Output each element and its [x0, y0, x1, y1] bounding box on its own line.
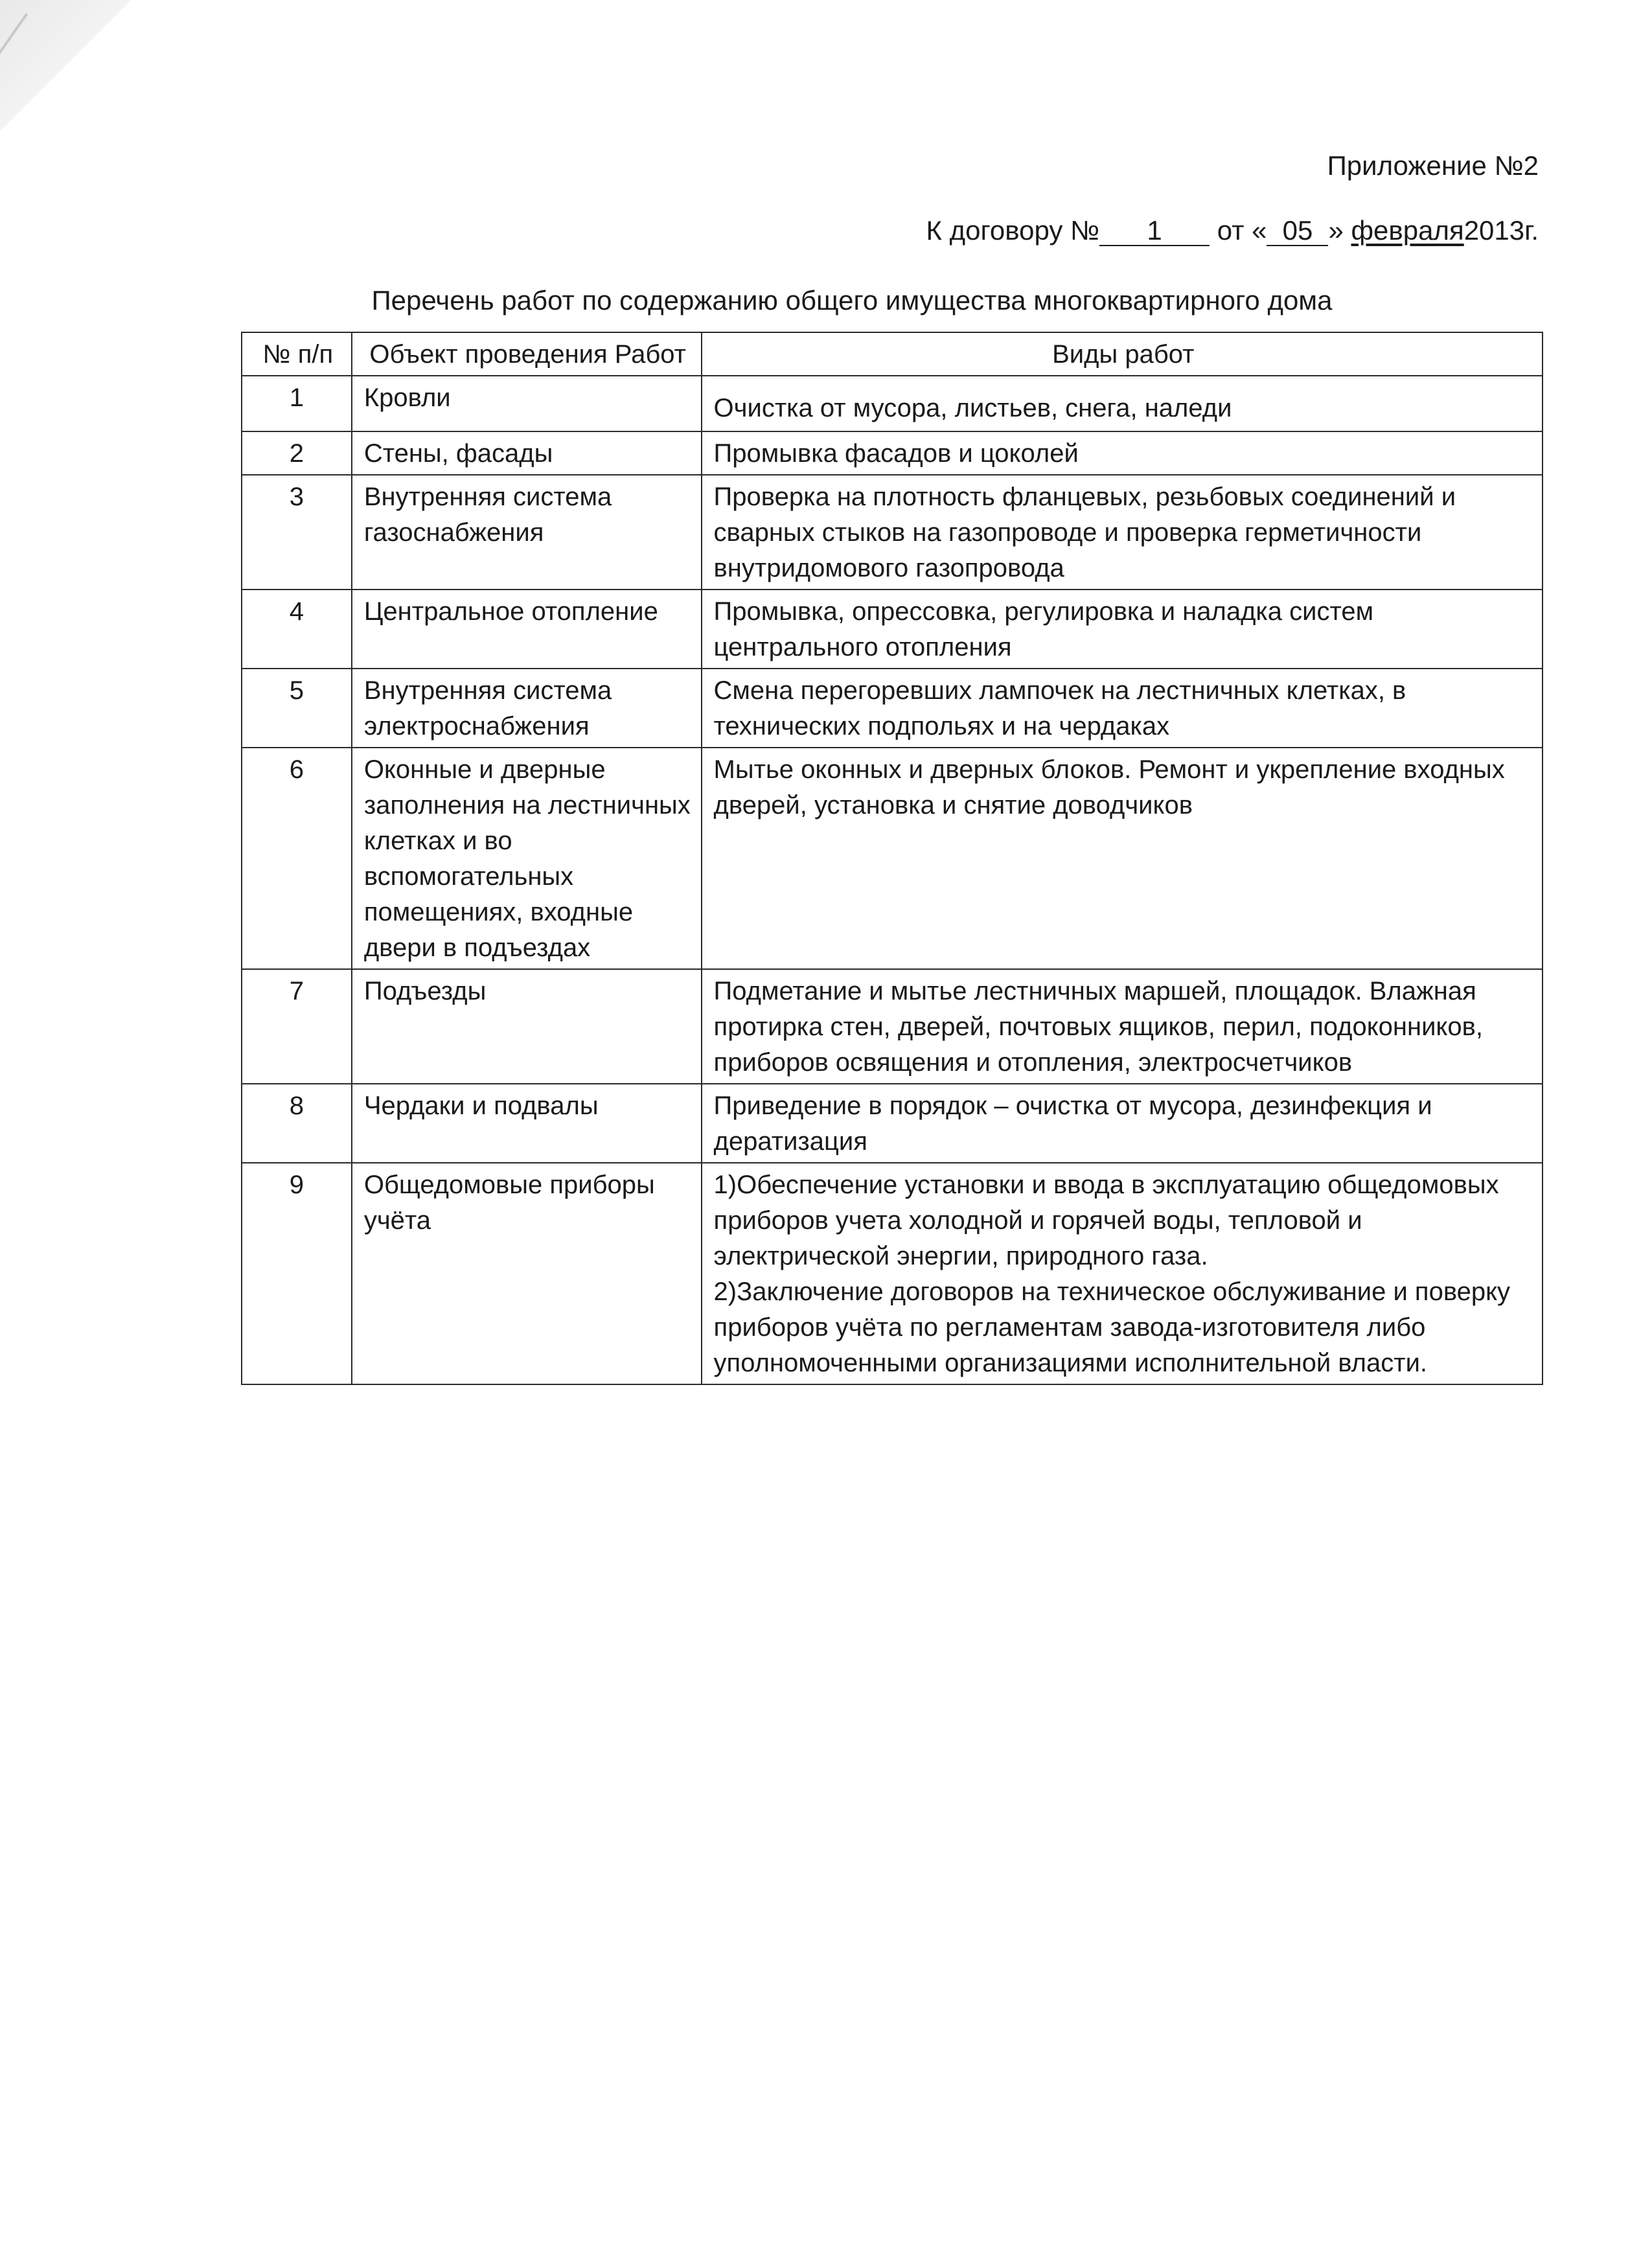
row-works: Очистка от мусора, листьев, снега, наледи [702, 376, 1543, 431]
row-object: Чердаки и подвалы [352, 1084, 702, 1163]
row-works: Приведение в порядок – очистка от мусора, дезинфекция и дератизация [702, 1084, 1543, 1163]
row-object: Общедомовые приборы учёта [352, 1163, 702, 1384]
table-row [242, 376, 1543, 431]
row-number: 7 [242, 969, 352, 1084]
row-object: Внутренняя система электроснабжения [352, 669, 702, 748]
row-object: Кровли [352, 376, 702, 431]
row-works: Подметание и мытье лестничных маршей, площадок. Влажная протирка стен, дверей, почтовых ящиков, перил, подоконников, приборов освящения и отопления, электросчетчиков [702, 969, 1543, 1084]
table-row [242, 1084, 1543, 1163]
table-row [242, 969, 1543, 1084]
row-number: 9 [242, 1163, 352, 1384]
column-header-works: Виды работ [702, 332, 1543, 376]
row-object: Оконные и дверные заполнения на лестничных клетках и во вспомогательных помещениях, входные двери в подъездах [352, 748, 702, 969]
row-number: 1 [242, 376, 352, 431]
row-works [702, 1163, 1543, 1384]
works-table [241, 332, 1543, 1385]
table-row [242, 431, 1543, 475]
row-object: Подъезды [352, 969, 702, 1084]
row-number: 3 [242, 475, 352, 590]
table-header-row [242, 332, 1543, 376]
contract-day: 05 [1267, 216, 1328, 246]
table-row [242, 748, 1543, 969]
annex-label: Приложение №2 [1327, 150, 1539, 181]
row-number: 8 [242, 1084, 352, 1163]
row-works-item-2: 2)Заключение договоров на техническое обслуживание и поверку приборов учёта по регламентам завода-изготовителя либо уполномоченными организациями исполнительной власти. [713, 1277, 1511, 1377]
row-number: 2 [242, 431, 352, 475]
row-works: Мытье оконных и дверных блоков. Ремонт и укрепление входных дверей, установка и снятие доводчиков [702, 748, 1543, 969]
table-row [242, 1163, 1543, 1384]
contract-from: от [1217, 215, 1245, 246]
document-title: Перечень работ по содержанию общего имущества многоквартирного дома [371, 285, 1333, 315]
row-number: 5 [242, 669, 352, 748]
row-object: Центральное отопление [352, 590, 702, 669]
row-number: 4 [242, 590, 352, 669]
scan-corner-shadow [0, 0, 136, 188]
row-works-item-1: 1)Обеспечение установки и ввода в эксплуатацию общедомовых приборов учета холодной и горячей воды, тепловой и электрической энергии, природного газа. [713, 1171, 1499, 1270]
row-works: Проверка на плотность фланцевых, резьбовых соединений и сварных стыков на газопроводе и проверка герметичности внутридомового газопровода [702, 475, 1543, 590]
row-object: Внутренняя система газоснабжения [352, 475, 702, 590]
contract-month: февраля [1351, 215, 1464, 246]
table-row [242, 669, 1543, 748]
contract-prefix: К договору № [926, 215, 1100, 246]
column-header-number: № п/п [242, 332, 352, 376]
contract-number: 1 [1099, 216, 1210, 246]
column-header-object: Объект проведения Работ [352, 332, 702, 376]
row-object: Стены, фасады [352, 431, 702, 475]
row-works: Промывка фасадов и цоколей [702, 431, 1543, 475]
table-row [242, 475, 1543, 590]
contract-reference: К договору № 1 от « 05 » февраля2013г. [926, 215, 1539, 246]
row-number: 6 [242, 748, 352, 969]
row-works: Смена перегоревших лампочек на лестничных клетках, в технических подпольях и на чердаках [702, 669, 1543, 748]
row-works: Промывка, опрессовка, регулировка и наладка систем центрального отопления [702, 590, 1543, 669]
table-row [242, 590, 1543, 669]
contract-year: 2013г. [1463, 215, 1539, 246]
